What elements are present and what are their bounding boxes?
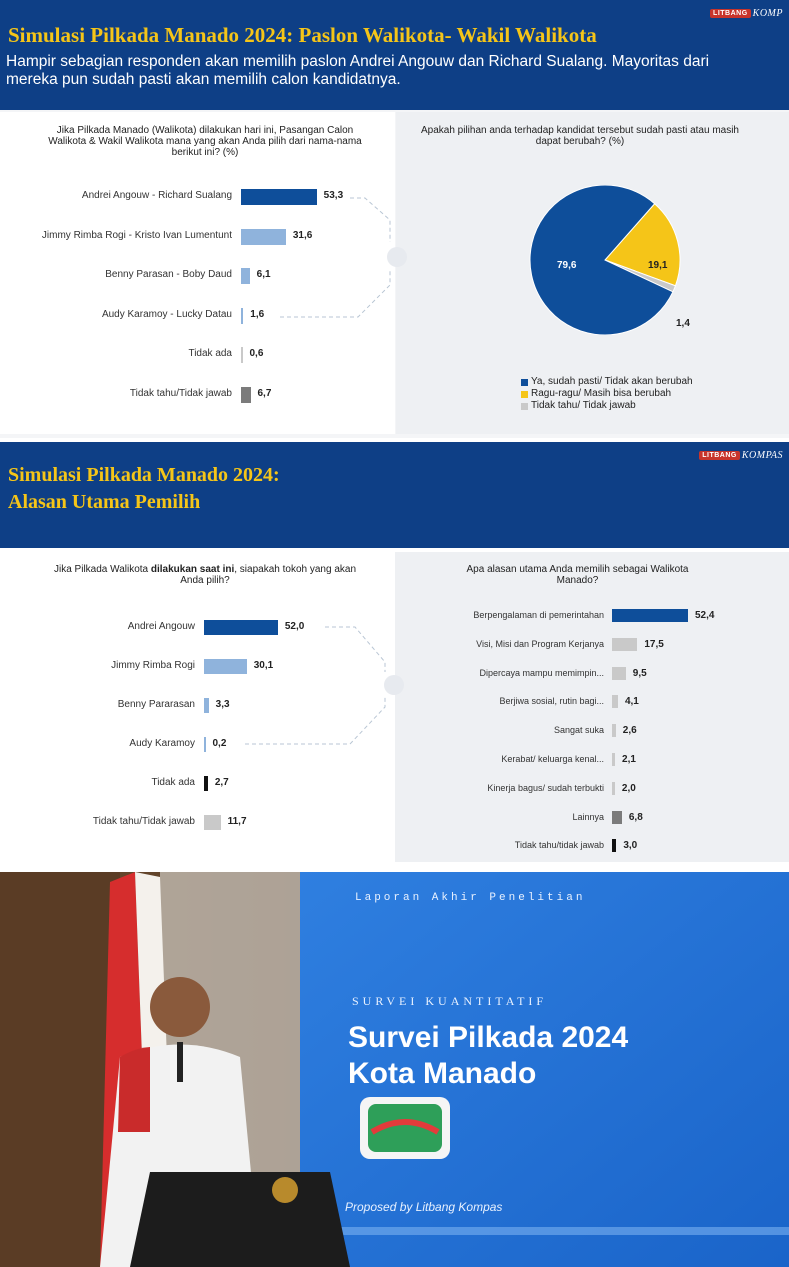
- bar: [612, 695, 618, 708]
- question-left-2: [10, 564, 400, 586]
- bar-value: 52,4: [694, 610, 715, 621]
- panel2-title: [8, 462, 280, 516]
- legend-item-unsure: [521, 388, 693, 400]
- question-right-2-line2: Manado?: [556, 575, 599, 586]
- bar-label: Andrei Angouw - Richard Sualang: [81, 190, 232, 201]
- slide-title-line1: Survei Pilkada 2024: [348, 1021, 629, 1054]
- subtitle-line1: Hampir sebagian responden akan memilih paslon Andrei Angouw dan Richard Sualang. Mayoritas dari: [6, 53, 710, 70]
- bar-value: 4,1: [624, 696, 639, 708]
- bar-label: Visi, Misi dan Program Kerjanya: [476, 638, 604, 649]
- bar-label: Audy Karamoy: [129, 738, 195, 749]
- bar: [204, 815, 221, 830]
- speaker-head: [150, 977, 210, 1037]
- photo-presentation: [0, 872, 789, 1267]
- question-left-line3: berikut ini? (%): [171, 147, 239, 158]
- question-right-line1: Apakah pilihan anda terhadap kandidat tersebut sudah pasti atau masih: [420, 125, 739, 136]
- bar-value: 2,1: [622, 754, 636, 765]
- slide-survey-type: SURVEI KUANTITATIF: [352, 994, 548, 1008]
- bar: [612, 638, 637, 651]
- bar-value: 3,3: [215, 699, 230, 710]
- bar-label: Jimmy Rimba Rogi: [111, 660, 195, 671]
- legend-item-unknown: [521, 400, 693, 412]
- bar-value: 0,6: [249, 348, 264, 359]
- legend-label-unknown: Tidak tahu/ Tidak jawab: [531, 400, 636, 411]
- bar-label: Berpengalaman di pemerintahan: [473, 610, 604, 620]
- q2-pre: Jika Pilkada Walikota: [53, 564, 151, 575]
- panel-alasan: [0, 442, 789, 868]
- question-left: [10, 125, 400, 158]
- bar-label: Tidak ada: [188, 348, 232, 359]
- bar-label: Sangat suka: [553, 725, 604, 736]
- bar-label: Tidak tahu/Tidak jawab: [129, 387, 232, 399]
- bar: [612, 609, 688, 622]
- bar-value: 31,6: [292, 229, 313, 241]
- bar-label: Tidak tahu/tidak jawab: [514, 840, 604, 851]
- bar-label: Tidak ada: [151, 777, 195, 788]
- bar-value: 6,1: [256, 269, 271, 280]
- pie-legend: [521, 376, 693, 412]
- q2-post: , siapakah tokoh yang akan: [234, 564, 357, 575]
- bar-value: 2,6: [622, 725, 637, 737]
- question-right-line2: dapat berubah? (%): [535, 136, 625, 147]
- subtitle-line2: mereka pun sudah pasti akan memilih calon kandidatnya.: [6, 71, 401, 88]
- bar: [612, 667, 626, 680]
- bar-label: Kinerja bagus/ sudah terbukti: [487, 782, 604, 793]
- connector-lines-2: [230, 617, 410, 757]
- brand-name: KOMP: [752, 8, 783, 19]
- brand-logo: [710, 8, 783, 19]
- bar-value: 17,5: [644, 638, 664, 650]
- slide-report-label: Laporan Akhir Penelitian: [355, 892, 586, 904]
- bar: [612, 782, 615, 795]
- microphone: [177, 1042, 183, 1082]
- bar-value: 3,0: [623, 840, 638, 852]
- legend-swatch-unsure: [521, 391, 528, 398]
- slide-title-line2: Kota Manado: [348, 1057, 537, 1090]
- bar-label: Andrei Angouw: [127, 621, 195, 632]
- question-right-2: [400, 564, 755, 586]
- legend-swatch-unknown: [521, 403, 528, 410]
- podium: [130, 1172, 350, 1267]
- bar-label: Audy Karamoy - Lucky Datau: [101, 308, 232, 320]
- bar-value: 30,1: [253, 660, 274, 671]
- bar: [241, 347, 243, 363]
- panel2-title-line1: Simulasi Pilkada Manado 2024:: [8, 464, 280, 486]
- panel1-header: [0, 0, 789, 110]
- bar-value: 6,8: [628, 811, 643, 823]
- bar-label: Benny Pararasan: [117, 699, 195, 710]
- bar-label: Kerabat/ keluarga kenal...: [501, 754, 604, 764]
- q2-bold: dilakukan saat ini: [150, 564, 235, 575]
- slide-footer: Proposed by Litbang Kompas: [345, 1200, 503, 1214]
- connector-lower: [280, 270, 390, 317]
- question-left-2-line2: Anda pilih?: [180, 575, 230, 586]
- bar-label: Benny Parasan - Boby Daud: [105, 269, 232, 280]
- bar-value: 53,3: [323, 190, 344, 201]
- bar-label: Jimmy Rimba Rogi - Kristo Ivan Lumentunt: [41, 229, 232, 241]
- bar-label: Lainnya: [572, 811, 604, 822]
- connector-lower-2: [245, 697, 385, 744]
- brand-logo-2: [699, 450, 783, 461]
- bar: [204, 737, 206, 752]
- brand-tag-2: LITBANG: [699, 451, 740, 460]
- bar: [612, 839, 616, 852]
- slide-title: [348, 1020, 628, 1092]
- bar: [241, 387, 251, 403]
- pie-label-yes: 79,6: [557, 260, 577, 271]
- bar-value: 6,7: [257, 387, 272, 399]
- legend-label-unsure: Ragu-ragu/ Masih bisa berubah: [531, 388, 672, 399]
- bar-value: 52,0: [284, 621, 305, 632]
- podium-emblem: [272, 1177, 298, 1203]
- brand-name-2: KOMPAS: [741, 450, 783, 461]
- pie-chart-certainty: [520, 185, 700, 335]
- bar-value: 2,0: [621, 782, 636, 794]
- connector-upper: [350, 198, 390, 242]
- panel1-subtitle: [6, 53, 776, 89]
- legend-label-yes: Ya, sudah pasti/ Tidak akan berubah: [531, 376, 693, 387]
- panel2-header: [0, 442, 789, 548]
- pie-label-unsure: 19,1: [648, 260, 668, 271]
- question-right-2-line1: Apa alasan utama Anda memilih sebagai Walikota: [466, 564, 689, 575]
- bar-value: 2,7: [214, 777, 229, 788]
- bar: [204, 698, 209, 713]
- brand-tag: LITBANG: [710, 9, 751, 18]
- question-right: [400, 125, 760, 147]
- bar-label: Berjiwa sosial, rutin bagi...: [499, 696, 604, 707]
- connector-node: [387, 247, 407, 267]
- bar-value: 0,2: [212, 738, 227, 749]
- panel1-title: Simulasi Pilkada Manado 2024: Paslon Walikota- Wakil Walikota: [8, 23, 597, 47]
- pie-label-unknown: 1,4: [676, 318, 690, 329]
- screen-stripe: [300, 1227, 789, 1235]
- bar: [612, 811, 622, 824]
- question-left-2-line1: [10, 564, 400, 575]
- legend-item-yes: [521, 376, 693, 388]
- legend-swatch-yes: [521, 379, 528, 386]
- bar-value: 9,5: [632, 667, 647, 679]
- bar: [204, 776, 208, 791]
- bar-label: Dipercaya mampu memimpin...: [479, 667, 604, 678]
- question-left-line1: Jika Pilkada Manado (Walikota) dilakukan hari ini, Pasangan Calon: [56, 125, 354, 136]
- bar-value: 1,6: [250, 308, 265, 320]
- connector-lines: [240, 190, 410, 330]
- bar: [612, 753, 615, 766]
- connector-upper-2: [325, 627, 385, 672]
- bar-label: Tidak tahu/Tidak jawab: [92, 816, 195, 827]
- shirt-red-panel: [118, 1047, 150, 1132]
- bar: [612, 724, 616, 737]
- question-left-line2: Walikota & Wakil Walikota mana yang akan Anda pilih dari nama-nama: [48, 136, 362, 147]
- connector-node-2: [384, 675, 404, 695]
- panel-paslon: [0, 0, 789, 438]
- panel2-title-line2: Alasan Utama Pemilih: [8, 491, 201, 513]
- bar-value: 11,7: [227, 816, 247, 827]
